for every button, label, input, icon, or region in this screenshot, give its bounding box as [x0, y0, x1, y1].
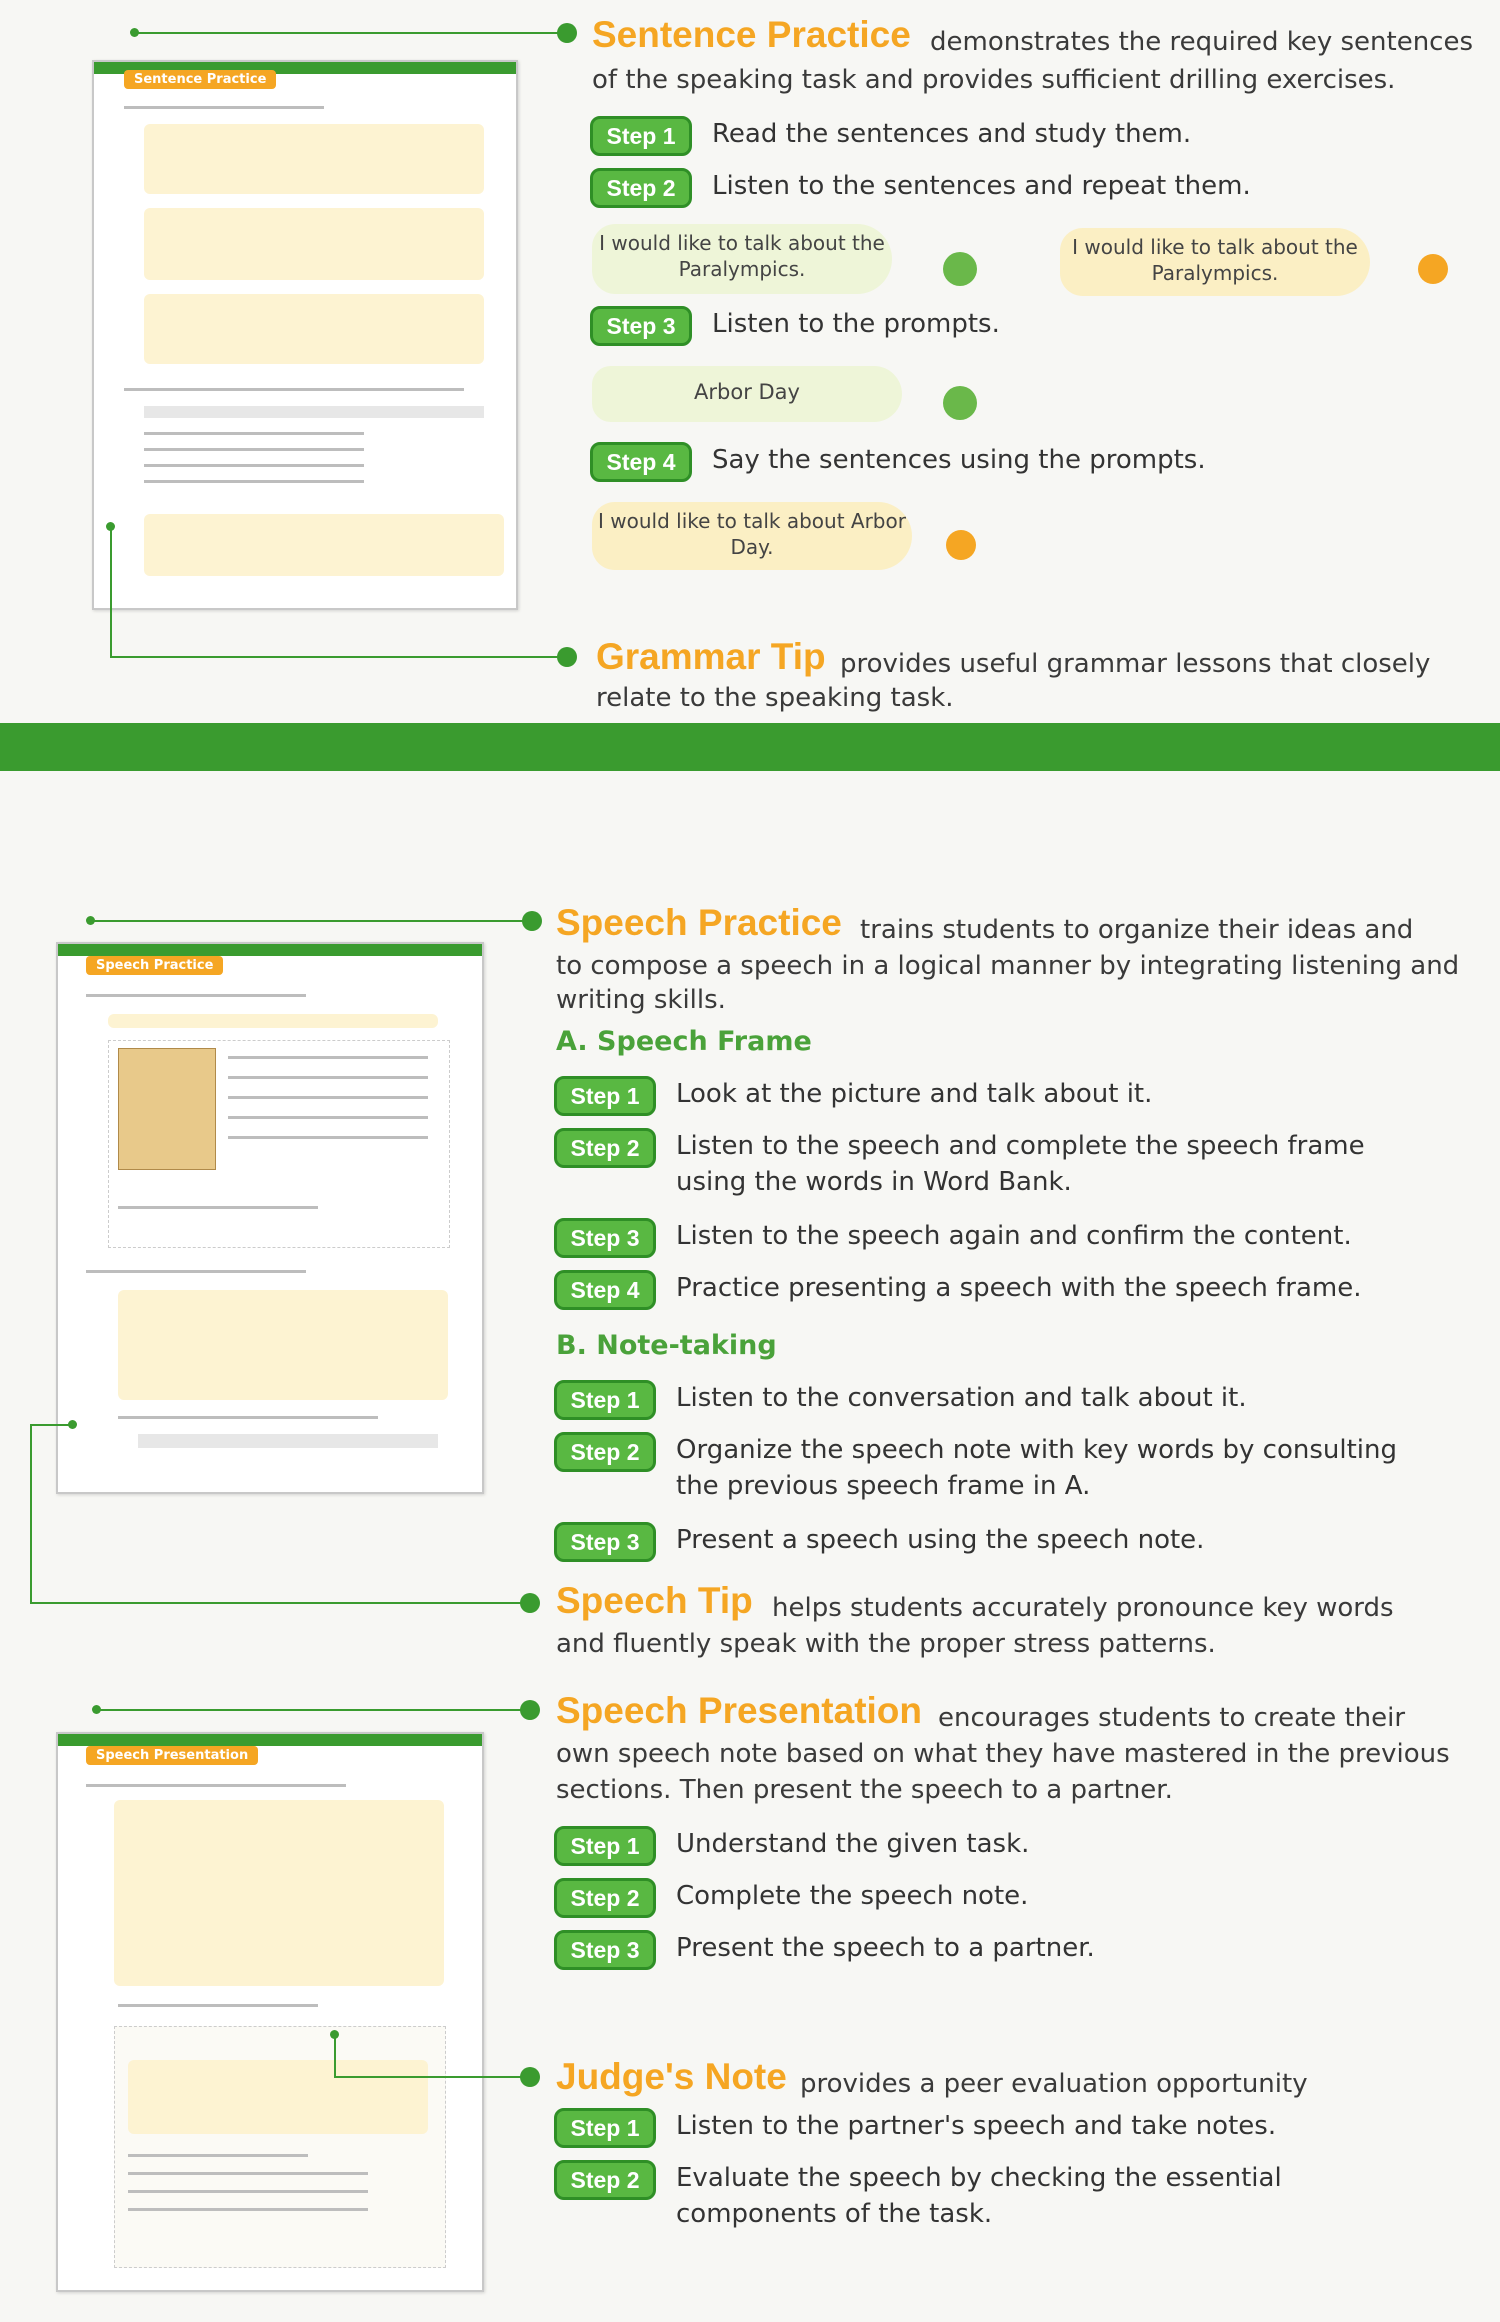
speech-presentation-title: Speech Presentation — [556, 1690, 923, 1731]
spp-frame-step-1 — [554, 1076, 1152, 1116]
sentence-practice-thumbnail — [92, 60, 518, 610]
sppres-step-1 — [554, 1826, 1029, 1866]
step-badge: Step 3 — [554, 1930, 656, 1970]
step-badge: Step 2 — [554, 2160, 656, 2200]
section-bullet — [522, 911, 542, 931]
speech-bubble-say: I would like to talk about Arbor Day. — [592, 502, 912, 570]
step-badge: Step 4 — [590, 442, 692, 482]
speech-tip-desc-2: and fluently speak with the proper stress patterns. — [556, 1629, 1216, 1659]
speech-presentation-desc-2: own speech note based on what they have mastered in the previous — [556, 1739, 1450, 1769]
student-voice-icon — [946, 530, 976, 560]
step-badge: Step 1 — [554, 1076, 656, 1116]
sentence-practice-title: Sentence Practice — [592, 14, 911, 55]
section-divider — [0, 723, 1500, 771]
grammar-tip-title: Grammar Tip — [596, 636, 826, 677]
spp-note-step-3 — [554, 1522, 1204, 1562]
grammar-tip-desc-2: relate to the speaking task. — [596, 683, 954, 713]
grammar-tip-desc: provides useful grammar lessons that closely — [840, 649, 1431, 679]
judges-note-title: Judge's Note — [556, 2056, 787, 2097]
sp-step-3 — [590, 306, 1000, 346]
sppres-step-2 — [554, 1878, 1028, 1918]
step-badge: Step 1 — [554, 2108, 656, 2148]
sp-step-1 — [590, 116, 1191, 156]
spp-frame-step-4 — [554, 1270, 1362, 1310]
speech-practice-desc: trains students to organize their ideas and — [860, 915, 1414, 945]
sppres-step-3 — [554, 1930, 1095, 1970]
spp-note-step-1 — [554, 1380, 1247, 1420]
speech-tip-desc: helps students accurately pronounce key words — [772, 1593, 1394, 1623]
step-text: Read the sentences and study them. — [712, 119, 1192, 149]
speech-practice-title: Speech Practice — [556, 902, 842, 943]
sentence-practice-desc-2: of the speaking task and provides sufficient drilling exercises. — [592, 65, 1396, 95]
step-text: Listen to the prompts. — [712, 309, 1000, 339]
step-text: Listen to the sentences and repeat them. — [712, 171, 1251, 201]
step-badge: Step 1 — [554, 1826, 656, 1866]
speech-presentation-desc: encourages students to create their — [938, 1703, 1406, 1733]
speech-presentation-thumbnail — [56, 1732, 484, 2292]
step-badge: Step 3 — [554, 1522, 656, 1562]
thumbnail-label: Speech Practice — [86, 956, 223, 975]
prompt-bubble: Arbor Day — [592, 366, 902, 422]
speech-practice-thumbnail — [56, 942, 484, 1494]
note-taking-title: B. Note-taking — [556, 1330, 777, 1361]
step-badge: Step 2 — [590, 168, 692, 208]
section-bullet — [557, 23, 577, 43]
speech-bubble-listen: I would like to talk about the Paralympics. — [592, 224, 892, 294]
sentence-practice-desc: demonstrates the required key sentences — [930, 27, 1474, 57]
step-text: Practice presenting a speech with the speech frame. — [676, 1273, 1362, 1303]
step-badge: Step 2 — [554, 1878, 656, 1918]
step-text: Listen to the conversation and talk about it. — [676, 1383, 1247, 1413]
connector-line — [135, 32, 565, 34]
step-badge: Step 3 — [554, 1218, 656, 1258]
speech-practice-desc-2: to compose a speech in a logical manner by integrating listening and — [556, 951, 1460, 981]
sp-step-4 — [590, 442, 1206, 482]
step-text: Say the sentences using the prompts. — [712, 445, 1206, 475]
speech-bubble-repeat: I would like to talk about the Paralympics. — [1060, 228, 1370, 296]
step-text: Organize the speech note with key words by consulting the previous speech frame in A. — [676, 1435, 1398, 1501]
section-bullet — [520, 1593, 540, 1613]
section-bullet — [557, 647, 577, 667]
speech-frame-title: A. Speech Frame — [556, 1026, 812, 1057]
step-badge: Step 2 — [554, 1432, 656, 1472]
jn-step-2 — [554, 2160, 1434, 2232]
spp-note-step-2 — [554, 1432, 1434, 1504]
spp-frame-step-2 — [554, 1128, 1434, 1200]
thumbnail-label: Sentence Practice — [124, 70, 276, 89]
student-voice-icon — [1418, 254, 1448, 284]
thumbnail-label: Speech Presentation — [86, 1746, 258, 1765]
section-bullet — [520, 1700, 540, 1720]
sp-step-2 — [590, 168, 1251, 208]
step-text: Evaluate the speech by checking the essential components of the task. — [676, 2163, 1282, 2229]
step-text: Present the speech to a partner. — [676, 1933, 1095, 1963]
spp-frame-step-3 — [554, 1218, 1352, 1258]
step-badge: Step 4 — [554, 1270, 656, 1310]
step-text: Complete the speech note. — [676, 1881, 1029, 1911]
step-text: Present a speech using the speech note. — [676, 1525, 1205, 1555]
speech-practice-desc-3: writing skills. — [556, 985, 726, 1015]
judges-note-desc: provides a peer evaluation opportunity — [800, 2069, 1308, 2099]
audio-speaker-icon — [943, 252, 977, 286]
step-text: Listen to the partner's speech and take notes. — [676, 2111, 1277, 2141]
step-badge: Step 1 — [554, 1380, 656, 1420]
step-text: Listen to the speech again and confirm the content. — [676, 1221, 1352, 1251]
step-badge: Step 3 — [590, 306, 692, 346]
section-bullet — [520, 2067, 540, 2087]
jn-step-1 — [554, 2108, 1276, 2148]
step-badge: Step 2 — [554, 1128, 656, 1168]
audio-speaker-icon — [943, 386, 977, 420]
step-text: Understand the given task. — [676, 1829, 1030, 1859]
speech-tip-title: Speech Tip — [556, 1580, 753, 1621]
step-text: Listen to the speech and complete the speech frame using the words in Word Bank. — [676, 1131, 1365, 1197]
speech-presentation-desc-3: sections. Then present the speech to a partner. — [556, 1775, 1173, 1805]
step-badge: Step 1 — [590, 116, 692, 156]
illustration-image — [118, 1048, 216, 1170]
step-text: Look at the picture and talk about it. — [676, 1079, 1153, 1109]
